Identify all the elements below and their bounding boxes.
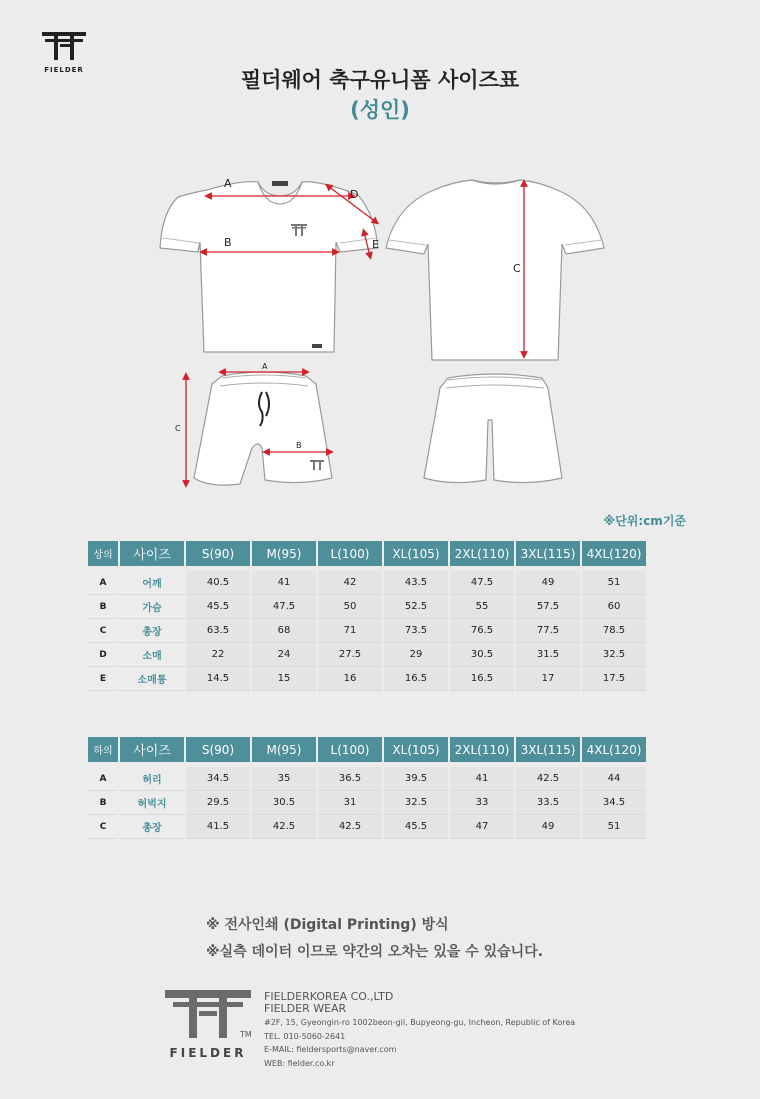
top-table-header-row (88, 541, 646, 571)
table-cell: 33.5 (516, 791, 580, 815)
table-cell: 63.5 (186, 619, 250, 643)
table-cell: 45.5 (384, 815, 448, 839)
table-row (88, 767, 646, 791)
table-cell: 35 (252, 767, 316, 791)
row-name: 허벅지 (120, 791, 184, 815)
shirt-front (160, 177, 379, 352)
table-cell: 17.5 (582, 667, 646, 691)
table-cell: 55 (450, 595, 514, 619)
table-cell: 29.5 (186, 791, 250, 815)
table-cell: 24 (252, 643, 316, 667)
table-row (88, 643, 646, 667)
company-info (264, 991, 575, 1069)
table-cell: 57.5 (516, 595, 580, 619)
table-cell: 42.5 (516, 767, 580, 791)
top-size-header: S(90) (186, 541, 250, 571)
table-cell: 16 (318, 667, 382, 691)
table-cell: 42 (318, 571, 382, 595)
table-cell: 42.5 (252, 815, 316, 839)
label-d-shirt: D (350, 188, 359, 201)
row-name: 가슴 (120, 595, 184, 619)
table-cell: 47 (450, 815, 514, 839)
top-size-header: L(100) (318, 541, 382, 571)
table-cell: 30.5 (450, 643, 514, 667)
bottom-size-header: M(95) (252, 737, 316, 767)
table-row (88, 571, 646, 595)
row-name: 소매 (120, 643, 184, 667)
table-cell: 41 (252, 571, 316, 595)
row-code: C (88, 619, 118, 643)
company-email: E-MAIL: fieldersports@naver.com (264, 1045, 397, 1054)
unit-note: ※단위:cm기준 (603, 514, 686, 528)
table-cell: 33 (450, 791, 514, 815)
bottom-size-header: L(100) (318, 737, 382, 767)
table-row (88, 667, 646, 691)
shorts-back (424, 374, 562, 483)
row-name: 소매통 (120, 667, 184, 691)
fielder-logo-icon (165, 990, 251, 1038)
label-c-shorts: C (175, 424, 181, 433)
table-cell: 77.5 (516, 619, 580, 643)
table-cell: 43.5 (384, 571, 448, 595)
table-cell: 51 (582, 571, 646, 595)
table-cell: 50 (318, 595, 382, 619)
table-cell: 40.5 (186, 571, 250, 595)
table-cell: 78.5 (582, 619, 646, 643)
table-row (88, 791, 646, 815)
table-cell: 49 (516, 815, 580, 839)
row-name: 어깨 (120, 571, 184, 595)
note-line: ※ 전사인쇄 (Digital Printing) 방식 (206, 917, 449, 933)
table-cell: 29 (384, 643, 448, 667)
table-cell: 30.5 (252, 791, 316, 815)
row-name: 총장 (120, 815, 184, 839)
row-code: D (88, 643, 118, 667)
top-table-category: 상의 (88, 541, 118, 571)
company-web: WEB: fielder.co.kr (264, 1058, 335, 1068)
top-size-header: XL(105) (384, 541, 448, 571)
notes (206, 912, 543, 966)
row-code: A (88, 767, 118, 791)
table-row (88, 815, 646, 839)
table-cell: 52.5 (384, 595, 448, 619)
table-cell: 16.5 (384, 667, 448, 691)
row-code: B (88, 791, 118, 815)
table-cell: 16.5 (450, 667, 514, 691)
label-b-shirt: B (224, 236, 232, 249)
bottom-size-header: 3XL(115) (516, 737, 580, 767)
table-cell: 36.5 (318, 767, 382, 791)
table-cell: 32.5 (582, 643, 646, 667)
brand-logo-word: FIELDER (44, 66, 84, 74)
page-subtitle: (성인) (350, 98, 410, 122)
table-cell: 45.5 (186, 595, 250, 619)
label-e-shirt: E (372, 238, 379, 251)
table-cell: 39.5 (384, 767, 448, 791)
table-cell: 44 (582, 767, 646, 791)
garment-diagrams (0, 0, 760, 510)
bottom-size-header: 2XL(110) (450, 737, 514, 767)
row-code: E (88, 667, 118, 691)
trademark-mark: TM (240, 1030, 252, 1039)
table-cell: 14.5 (186, 667, 250, 691)
bottom-size-header: S(90) (186, 737, 250, 767)
label-b-shorts: B (296, 441, 302, 450)
table-cell: 76.5 (450, 619, 514, 643)
top-size-header: 3XL(115) (516, 541, 580, 571)
note-line: ※실측 데이터 이므로 약간의 오차는 있을 수 있습니다. (206, 944, 544, 960)
table-cell: 73.5 (384, 619, 448, 643)
top-size-header: 2XL(110) (450, 541, 514, 571)
table-row (88, 595, 646, 619)
label-a-shorts: A (262, 362, 268, 371)
row-code: C (88, 815, 118, 839)
top-size-header: M(95) (252, 541, 316, 571)
table-cell: 17 (516, 667, 580, 691)
bottom-table-header-row (88, 737, 646, 767)
row-code: B (88, 595, 118, 619)
table-cell: 34.5 (582, 791, 646, 815)
bottom-size-header: XL(105) (384, 737, 448, 767)
table-cell: 51 (582, 815, 646, 839)
company-tel: TEL. 010-5060-2641 (264, 1031, 346, 1041)
bottom-table-category: 하의 (88, 737, 118, 767)
table-cell: 71 (318, 619, 382, 643)
label-a-shirt: A (224, 177, 232, 190)
table-cell: 42.5 (318, 815, 382, 839)
table-cell: 47.5 (252, 595, 316, 619)
footer-logo (160, 990, 256, 1060)
row-name: 허리 (120, 767, 184, 791)
bottom-size-table (86, 737, 648, 839)
table-cell: 60 (582, 595, 646, 619)
row-name: 총장 (120, 619, 184, 643)
bottom-size-header: 4XL(120) (582, 737, 646, 767)
table-cell: 27.5 (318, 643, 382, 667)
page-title: 필더웨어 축구유니폼 사이즈표 (240, 68, 520, 92)
top-size-header: 4XL(120) (582, 541, 646, 571)
table-cell: 47.5 (450, 571, 514, 595)
company-address: #2F, 15, Gyeongin-ro 1002beon-gil, Bupyeong-gu, Incheon, Republic of Korea (264, 1018, 576, 1027)
company-name: FIELDERKOREA CO.,LTD (264, 990, 394, 1003)
label-c-shirt: C (513, 262, 521, 275)
top-size-table (86, 541, 648, 691)
brand-name: FIELDER WEAR (264, 1002, 347, 1015)
top-table-label-header: 사이즈 (120, 541, 184, 571)
table-cell: 68 (252, 619, 316, 643)
row-code: A (88, 571, 118, 595)
table-cell: 41.5 (186, 815, 250, 839)
table-cell: 41 (450, 767, 514, 791)
table-cell: 15 (252, 667, 316, 691)
table-cell: 34.5 (186, 767, 250, 791)
bottom-table-label-header: 사이즈 (120, 737, 184, 767)
shirt-back (386, 180, 604, 360)
shorts-front (175, 362, 332, 485)
table-cell: 31 (318, 791, 382, 815)
table-cell: 49 (516, 571, 580, 595)
table-cell: 31.5 (516, 643, 580, 667)
footer-logo-word: FIELDER (169, 1046, 247, 1060)
table-cell: 32.5 (384, 791, 448, 815)
table-row (88, 619, 646, 643)
table-cell: 22 (186, 643, 250, 667)
